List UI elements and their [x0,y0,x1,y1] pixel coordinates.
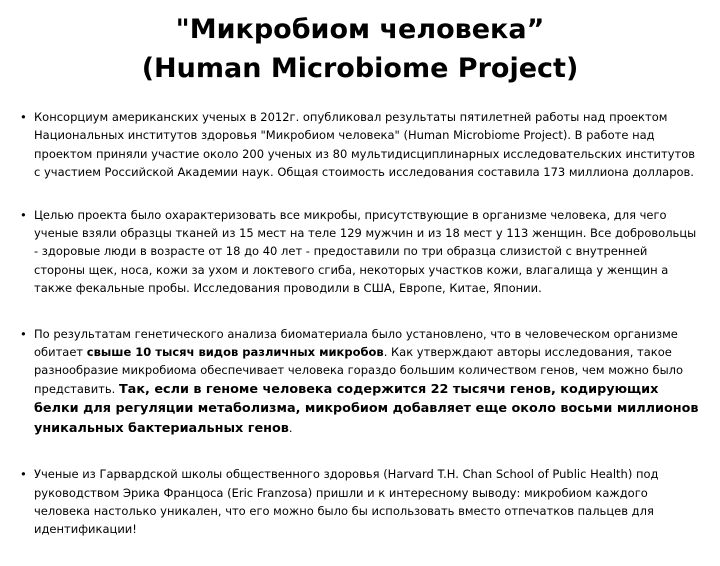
bullet-text: Ученые из Гарвардской школы общественного здоровья (Harvard T.H. Chan School of Public Health) под руководством Эрика Францоса (Eric Franzosa) пришли и к интересному выводу: микробиом каждого человека настолько уникален, что его можно было бы использовать вместо отпечатков пальцев для идентификации! [34,467,659,537]
bullet-text: Консорциум американских ученых в 2012г. опубликовал результаты пятилетней работы над проектом Национальных институтов здоровья "Микробиом человека" (Human Microbiome Project). В работе над проектом приняли участие около 200 ученых из 80 мультидисциплинарных исследовательских институтов с участием Российской Академии наук. Общая стоимость исследования составила 173 миллиона долларов. [34,110,696,180]
bullet-list [20,108,700,566]
bullet-marker: • [20,110,27,124]
bullet-bold-text: свыше 10 тысяч видов различных микробов [86,345,384,360]
bullet-marker: • [20,207,27,222]
bullet-item [20,325,700,438]
bullet-marker: • [20,326,27,341]
bullet-marker: • [20,467,27,482]
bullet-item [20,465,700,539]
slide-title [0,10,720,88]
bullet-text: . [288,420,293,435]
bullet-text: По результатам генетического анализа биоматериала было установлено, что в человеческом организме обитает [34,326,678,360]
bullet-text: Целью проекта было охарактеризовать все микробы, присутствующие в организме человека, для чего ученые взяли образцы тканей из 15 мест на теле 129 мужчин и из 18 мест у 113 женщин. Все добровольцы - здоровые люди в возрасте от 18 до 40 лет - предоставили по три образца слизистой с внутренней стороны щек, носа, кожи за ухом и локтевого сгиба, некоторых участков кожи, влагалища у женщин а также фекальные пробы. Исследования проводили в США, Европе, Китае, Японии. [34,207,697,296]
title-line-1: "Микробиом человека” [175,14,545,45]
bullet-emphasis-text: Так, если в геноме человека содержится 22 тысячи генов, кодирующих белки для регуляции метаболизма, микробиом добавляет еще около восьми миллионов уникальных бактериальных генов [34,381,699,436]
bullet-item [20,108,700,182]
bullet-item [20,206,700,298]
title-line-2: (Human Microbiome Project) [141,53,579,84]
bullet-text: . Как утверждают авторы исследования, такое разнообразие микробиома обеспечивает человека гораздо большим количеством генов, чем можно было представить. [34,345,684,396]
